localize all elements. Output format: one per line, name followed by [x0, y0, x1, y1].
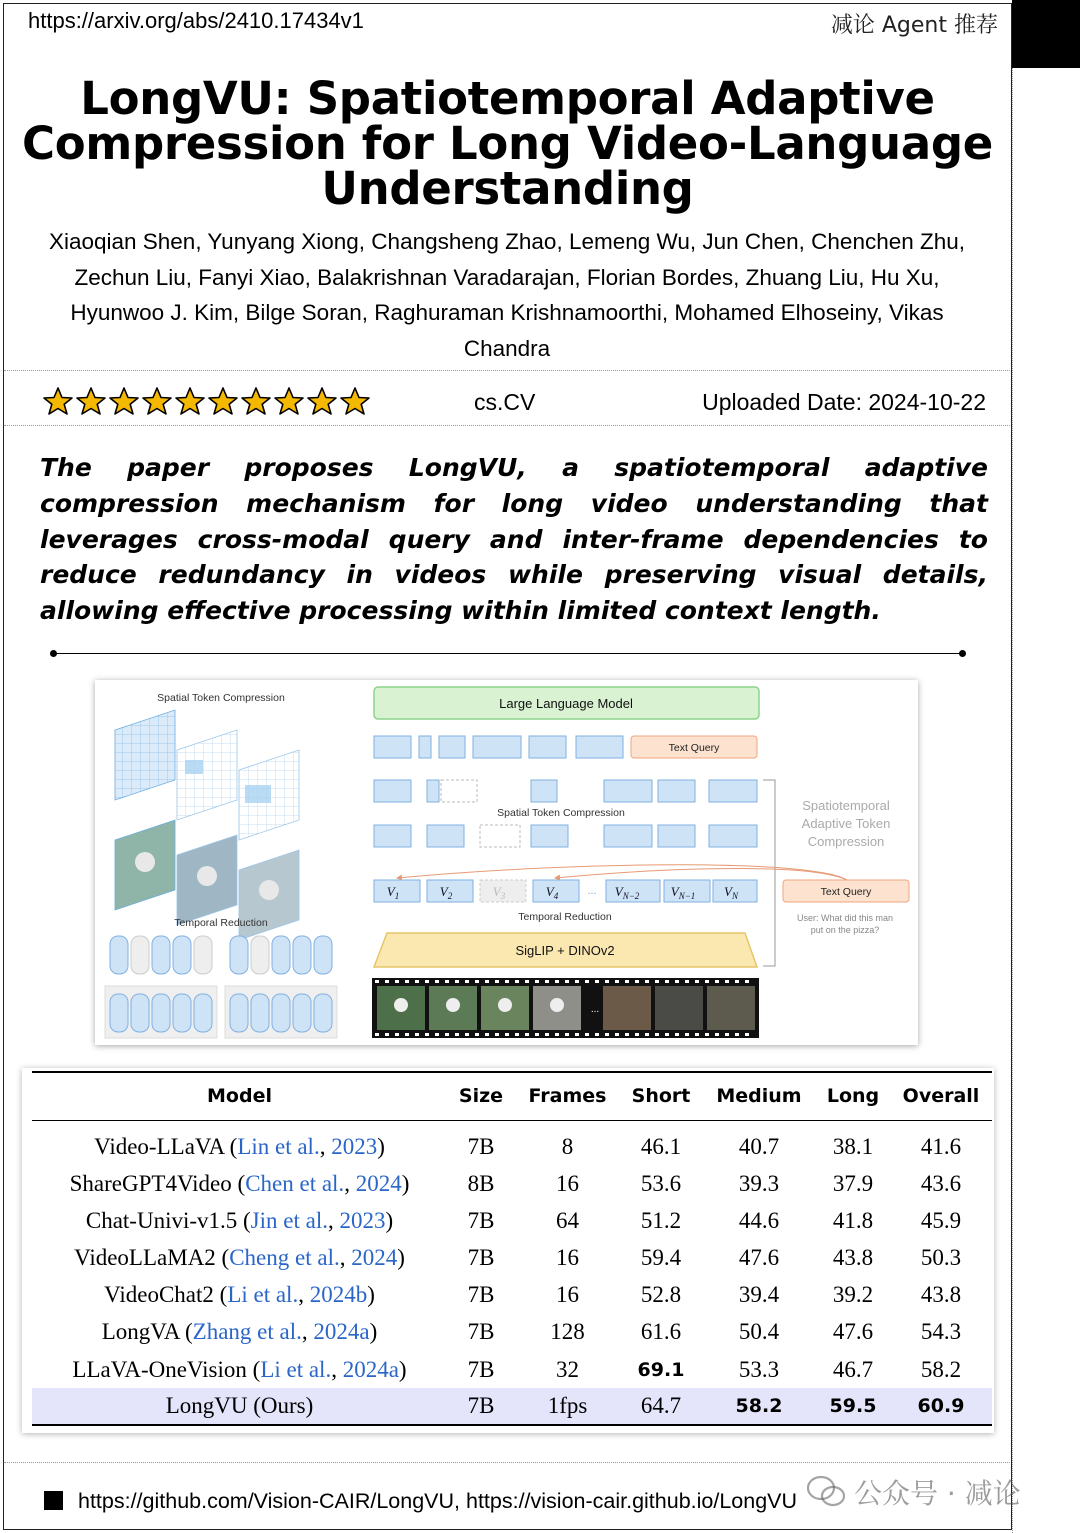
- citation-link[interactable]: Jin et al.: [250, 1207, 328, 1233]
- star-icon: [174, 386, 206, 416]
- overall-cell: 45.9: [920, 1207, 962, 1233]
- results-table: [32, 1071, 992, 1426]
- bracket: [763, 780, 775, 966]
- model-cell: ShareGPT4Video (Chen et al., 2024): [69, 1170, 410, 1196]
- rating-stars: [42, 386, 371, 416]
- right-strip: [1012, 68, 1078, 1533]
- table-row-ours: [32, 1388, 992, 1425]
- user-question-line: User: What did this man: [796, 913, 894, 923]
- star-icon: [108, 386, 140, 416]
- col-header: Frames: [515, 1072, 620, 1120]
- short-cell: 61.6: [640, 1319, 682, 1345]
- frame-label: $V_2$: [439, 884, 453, 901]
- long-cell: 59.5: [816, 1388, 890, 1425]
- author-line: Zechun Liu, Fanyi Xiao, Balakrishnan Varadarajan, Florian Bordes, Zhuang Liu, Hu Xu,: [74, 264, 940, 290]
- citation-link[interactable]: Zhang et al.: [192, 1319, 302, 1345]
- col-header: Overall: [890, 1072, 992, 1120]
- short-cell: 51.2: [640, 1207, 682, 1233]
- frames-cell: 16: [556, 1170, 579, 1196]
- wechat-icon: [806, 1475, 846, 1509]
- medium-cell: 39.4: [738, 1282, 780, 1308]
- overall-cell: 58.2: [920, 1356, 962, 1382]
- overall-cell: 60.9: [890, 1388, 992, 1425]
- upload-date: Uploaded Date: 2024-10-22: [702, 389, 986, 415]
- star-icon: [273, 386, 305, 416]
- overall-cell: 43.6: [920, 1170, 962, 1196]
- side-label-line: Compression: [807, 834, 885, 849]
- citation-link[interactable]: Chen et al.: [245, 1170, 345, 1196]
- frame-features: [374, 880, 757, 902]
- table-row: [32, 1165, 992, 1202]
- brand-label: 减论 Agent 推荐: [830, 13, 998, 38]
- frame-label: $V_1$: [386, 884, 400, 901]
- paper-summary: The paper proposes LongVU, a spatiotemporal adaptive compression mechanism for long video understanding that leverages cross-modal query and inter-frame dependencies to reduce redundancy in videos while preserving visual details, allowing effective processing within limited context length.: [40, 453, 988, 626]
- medium-cell: 44.6: [738, 1207, 780, 1233]
- title-line: Understanding: [321, 162, 694, 215]
- col-header: Model: [32, 1072, 447, 1120]
- model-cell: LongVA (Zhang et al., 2024a): [101, 1319, 378, 1345]
- watermark-text: 公众号 · 减论: [854, 1477, 1021, 1510]
- size-cell: 7B: [467, 1319, 495, 1345]
- table-row: [32, 1314, 992, 1351]
- star-icon: [339, 386, 371, 416]
- long-cell: 38.1: [832, 1133, 874, 1159]
- medium-cell: 47.6: [738, 1244, 780, 1270]
- citation-link[interactable]: Lin et al.: [237, 1133, 320, 1159]
- frames-cell: 16: [556, 1282, 579, 1308]
- author-line: Hyunwoo J. Kim, Bilge Soran, Raghuraman Krishnamoorthi, Mohamed Elhoseiny, Vikas: [70, 300, 944, 325]
- bullet-square: [44, 1491, 63, 1510]
- model-cell: LongVU (Ours): [32, 1388, 447, 1425]
- long-cell: 39.2: [832, 1282, 874, 1308]
- star-icon: [75, 386, 107, 416]
- paper-title: [10, 72, 1005, 215]
- citation-link[interactable]: 2024a: [342, 1356, 399, 1382]
- short-cell: 69.1: [637, 1358, 685, 1381]
- text-query-label-2: Text Query: [820, 886, 872, 898]
- project-links[interactable]: https://github.com/Vision-CAIR/LongVU, https://vision-cair.github.io/LongVU: [78, 1489, 798, 1513]
- long-cell: 37.9: [832, 1170, 874, 1196]
- frame-label: $V_3$: [492, 884, 506, 901]
- star-icon: [207, 386, 239, 416]
- star-icon: [42, 386, 74, 416]
- frames-cell: 8: [561, 1133, 574, 1159]
- size-cell: 7B: [467, 1133, 495, 1159]
- video-filmstrip: [372, 978, 759, 1038]
- frame-label: $V_{N-1}$: [670, 884, 696, 901]
- citation-link[interactable]: Li et al.: [260, 1356, 332, 1382]
- size-cell: 7B: [447, 1388, 515, 1425]
- long-cell: 47.6: [832, 1319, 874, 1345]
- title-line: Compression for Long Video-Language: [22, 117, 993, 170]
- short-cell: 53.6: [640, 1170, 682, 1196]
- size-cell: 7B: [467, 1207, 495, 1233]
- citation-link[interactable]: Cheng et al.: [229, 1244, 340, 1270]
- table-header-row: [32, 1072, 992, 1120]
- citation-link[interactable]: 2023: [331, 1133, 378, 1159]
- model-cell: Chat-Univi-v1.5 (Jin et al., 2023): [85, 1207, 394, 1233]
- overall-cell: 41.6: [920, 1133, 962, 1159]
- table-row: [32, 1120, 992, 1165]
- citation-link[interactable]: 2024b: [309, 1282, 368, 1308]
- temporal-title: Temporal Reduction: [174, 917, 268, 929]
- table-row: [32, 1239, 992, 1276]
- citation-link[interactable]: 2024a: [313, 1319, 370, 1345]
- short-cell: 46.1: [640, 1133, 682, 1159]
- frames-cell: 32: [556, 1356, 579, 1382]
- frame-label: $V_{N-2}$: [614, 884, 640, 901]
- short-cell: 59.4: [640, 1244, 682, 1270]
- medium-cell: 50.4: [738, 1319, 780, 1345]
- meta-row: [4, 370, 1010, 426]
- overall-cell: 43.8: [920, 1282, 962, 1308]
- spatial-mid-label: Spatial Token Compression: [497, 807, 625, 819]
- star-icon: [141, 386, 173, 416]
- size-cell: 7B: [467, 1356, 495, 1382]
- table-row: [32, 1351, 992, 1388]
- spatial-title: Spatial Token Compression: [157, 692, 285, 704]
- user-question-line: put on the pizza?: [810, 925, 880, 935]
- temporal-token-groups: [105, 936, 337, 1038]
- col-header: Size: [447, 1072, 515, 1120]
- side-label-line: Spatiotemporal: [802, 798, 890, 813]
- frame-label: $V_4$: [545, 884, 559, 901]
- size-cell: 7B: [467, 1282, 495, 1308]
- model-cell: Video-LLaVA (Lin et al., 2023): [94, 1133, 385, 1159]
- star-icon: [306, 386, 338, 416]
- token-grid-stack: [115, 710, 299, 940]
- section-divider: [50, 651, 966, 655]
- long-cell: 46.7: [832, 1356, 874, 1382]
- col-header: Long: [816, 1072, 890, 1120]
- short-cell: 52.8: [640, 1282, 682, 1308]
- medium-cell: 58.2: [702, 1388, 816, 1425]
- citation-link[interactable]: 2023: [339, 1207, 386, 1233]
- frame-label: $V_N$: [724, 884, 738, 901]
- output-tokens: [374, 736, 623, 758]
- frames-cell: 128: [550, 1319, 585, 1345]
- short-cell: 64.7: [620, 1388, 702, 1425]
- star-icon: [240, 386, 272, 416]
- overall-cell: 50.3: [920, 1244, 962, 1270]
- author-list: [12, 224, 1002, 366]
- svg-text:...: ...: [590, 1004, 600, 1015]
- medium-cell: 53.3: [738, 1356, 780, 1382]
- col-header: Short: [620, 1072, 702, 1120]
- frames-cell: 1fps: [515, 1388, 620, 1425]
- text-query-label: Text Query: [668, 742, 720, 754]
- title-line: LongVU: Spatiotemporal Adaptive: [80, 72, 935, 125]
- model-cell: LLaVA-OneVision (Li et al., 2024a): [72, 1356, 407, 1382]
- medium-cell: 40.7: [738, 1133, 780, 1159]
- author-line: Xiaoqian Shen, Yunyang Xiong, Changsheng Zhao, Lemeng Wu, Jun Chen, Chenchen Zhu,: [48, 229, 966, 254]
- llm-label: Large Language Model: [499, 696, 633, 711]
- results-table-panel: [22, 1068, 994, 1433]
- col-header: Medium: [702, 1072, 816, 1120]
- citation-link[interactable]: Li et al.: [227, 1282, 299, 1308]
- table-row: [32, 1202, 992, 1239]
- arxiv-url[interactable]: https://arxiv.org/abs/2410.17434v1: [28, 8, 364, 33]
- long-cell: 43.8: [832, 1244, 874, 1270]
- encoder-label: SigLIP + DINOv2: [515, 943, 615, 958]
- author-line: Chandra: [463, 335, 551, 361]
- side-label-line: Adaptive Token: [801, 816, 891, 831]
- citation-link[interactable]: 2024: [351, 1244, 398, 1270]
- table-row: [32, 1277, 992, 1314]
- size-cell: 8B: [467, 1170, 495, 1196]
- corner-block: [1012, 0, 1080, 68]
- size-cell: 7B: [467, 1244, 495, 1270]
- frames-cell: 16: [556, 1244, 579, 1270]
- frame-ellipsis: ...: [587, 883, 597, 897]
- watermark: [806, 1472, 1021, 1512]
- model-cell: VideoLLaMA2 (Cheng et al., 2024): [74, 1244, 405, 1270]
- frames-cell: 64: [556, 1207, 579, 1233]
- temporal-mid-label: Temporal Reduction: [518, 911, 612, 923]
- citation-link[interactable]: 2024: [355, 1170, 402, 1196]
- medium-cell: 39.3: [738, 1170, 780, 1196]
- overall-cell: 54.3: [920, 1319, 962, 1345]
- long-cell: 41.8: [832, 1207, 874, 1233]
- architecture-figure: [95, 680, 918, 1045]
- category-label: cs.CV: [474, 389, 536, 415]
- model-cell: VideoChat2 (Li et al., 2024b): [104, 1282, 375, 1308]
